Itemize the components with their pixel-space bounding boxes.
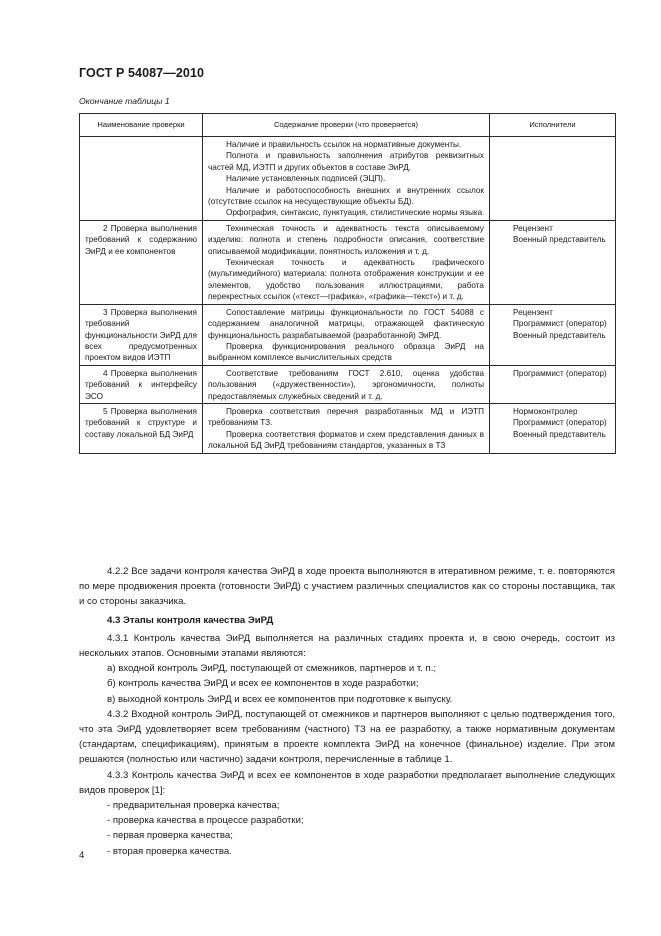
check-name-cell xyxy=(80,220,203,304)
check-name: 2 Проверка выполнения требований к содержанию ЭиРД и ее компонентов xyxy=(85,223,197,256)
column-header: Содержание проверки (что проверяется) xyxy=(203,114,490,137)
table-header-row xyxy=(80,114,616,137)
content-paragraph: Орфография, синтаксис, пунктуация, стилистические нормы языка xyxy=(226,208,483,218)
check-content-cell xyxy=(203,137,490,221)
executor: Военный представитель xyxy=(513,235,606,245)
paragraph-4-2-2: 4.2.2 Все задачи контроля качества ЭиРД в ходе проекта выполняются в итеративном режиме, т. е. повторяются по мере продвижения проекта (готовности ЭиРД) с участием различных специалистов как со стороны поставщика, так и со стороны заказчика. xyxy=(79,566,615,608)
content-paragraph: Сопоставление матрицы функциональности по ГОСТ 54088 с содержанием аналогичной матрицы, отражающей фактическую функциональность разрабатываемой (разработанной) ЭиРД. xyxy=(208,307,484,340)
executor: Программист (оператор) xyxy=(513,418,607,428)
content-paragraph: Техническая точность и адекватность текста описываемому изделию: полнота и степень подробности описания, соответствие описываемой модификации, понятность изложения и т. д. xyxy=(208,223,484,256)
column-header: Наименование проверки xyxy=(80,114,203,137)
list-item: - вторая проверка качества. xyxy=(107,845,232,857)
executor: Рецензент xyxy=(513,223,553,233)
paragraph-4-3-1: 4.3.1 Контроль качества ЭиРД выполняется на различных стадиях проекта и, в свою очередь, состоит из нескольких этапов. Основными этапами являются: xyxy=(79,632,615,660)
body-text xyxy=(79,564,615,859)
document-header: ГОСТ Р 54087—2010 xyxy=(79,66,205,80)
table-row xyxy=(80,365,616,403)
content-paragraph: Проверка функционирования реального образца ЭиРД на выбранном комплексе вычислительных средств xyxy=(208,341,484,363)
executors-cell xyxy=(490,403,616,453)
content-paragraph: Полнота и правильность заполнения атрибутов реквизитных частей МД, ИЭТП и других объектов в составе ЭиРД. xyxy=(208,151,484,172)
executor: Военный представитель xyxy=(513,429,606,439)
check-content-cell xyxy=(203,365,490,403)
executors-cell xyxy=(490,365,616,403)
content-paragraph: Проверка соответствия форматов и схем представления данных в локальной БД ЭиРД требованиям стандартов, указанных в ТЗ xyxy=(208,429,484,451)
checks-table xyxy=(79,113,616,454)
table-row xyxy=(80,304,616,365)
check-name-cell xyxy=(80,304,203,365)
check-content-cell xyxy=(203,403,490,453)
table-row xyxy=(80,220,616,304)
check-name: 4 Проверка выполнения требований к интерфейсу ЭСО xyxy=(85,368,197,401)
list-item: - проверка качества в процессе разработки; xyxy=(107,815,304,827)
executors-cell xyxy=(490,304,616,365)
list-item: в) выходной контроль ЭиРД и всех ее компонентов при подготовке к выпуску. xyxy=(107,693,453,705)
executors-cell xyxy=(490,220,616,304)
content-paragraph: Проверка соответствия перечня разработанных МД и ИЭТП требованиям ТЗ. xyxy=(208,406,484,428)
table-caption: Окончание таблицы 1 xyxy=(79,96,170,106)
executor: Рецензент xyxy=(513,307,553,317)
check-content-cell xyxy=(203,220,490,304)
executor: Военный представитель xyxy=(513,330,606,340)
check-name: 3 Проверка выполнения требований функциональности ЭиРД для всех предусмотренных проектом видов ИЭТП xyxy=(85,307,197,363)
section-heading-4-3: 4.3 Этапы контроля качества ЭиРД xyxy=(107,614,274,626)
list-item: б) контроль качества ЭиРД и всех ее компонентов в ходе разработки; xyxy=(107,678,419,690)
executor: Нормоконтролер xyxy=(513,406,578,416)
check-name: 5 Проверка выполнения требований к структуре и составу локальной БД ЭиРД xyxy=(85,406,197,439)
check-name-cell xyxy=(80,403,203,453)
content-paragraph: Наличие и правильность ссылок на нормативные документы. xyxy=(226,140,462,149)
column-header: Исполнители xyxy=(490,114,616,137)
list-item: - первая проверка качества; xyxy=(107,830,233,842)
page-number: 4 xyxy=(79,850,85,861)
table-row xyxy=(80,137,616,221)
check-name-cell xyxy=(80,365,203,403)
content-paragraph: Наличие и работоспособность внешних и внутренних ссылок (отсутствие ссылок на несуществующие объекты БД). xyxy=(208,185,484,207)
content-paragraph: Наличие установленных подписей (ЭЦП). xyxy=(226,174,386,184)
paragraph-4-3-3: 4.3.3 Контроль качества ЭиРД и всех ее компонентов в ходе разработки предполагает выполнение следующих видов проверок [1]: xyxy=(79,769,615,796)
executors-cell xyxy=(490,137,616,221)
executor: Программист (оператор) xyxy=(513,319,607,329)
list-item: а) входной контроль ЭиРД, поступающей от смежников, партнеров и т. п.; xyxy=(107,663,437,675)
table-row xyxy=(80,403,616,453)
content-paragraph: Техническая точность и адекватность графического (мультимедийного) материала: полнота отображения конструкции и ее элементов, удобство пользования иллюстрациями, работа перекрестных ссылок («текст—графика», «графика—текст») и т. д. xyxy=(208,258,484,302)
paragraph-4-3-2: 4.3.2 Входной контроль ЭиРД, поступающей от смежников и партнеров выполняют с целью подтверждения того, что эта ЭиРД удовлетворяет всем требованиям (частного) ТЗ на ее разработку, а также нормативным документам (стандартам, спецификациям), принятым в проекте комплекта ЭиРД на конечное (финальное) изделие. При этом решаются (полностью или частично) задачи контроля, перечисленные в таблице 1. xyxy=(79,708,615,766)
content-paragraph: Соответствие требованиям ГОСТ 2.610, оценка удобства пользования («дружественности»), эргономичности, полноты предоставляемых служебных сведений и т. д. xyxy=(208,368,484,401)
list-item: - предварительная проверка качества; xyxy=(107,800,280,812)
check-content-cell xyxy=(203,304,490,365)
check-name-cell xyxy=(80,137,203,221)
executor: Программист (оператор) xyxy=(513,368,607,378)
